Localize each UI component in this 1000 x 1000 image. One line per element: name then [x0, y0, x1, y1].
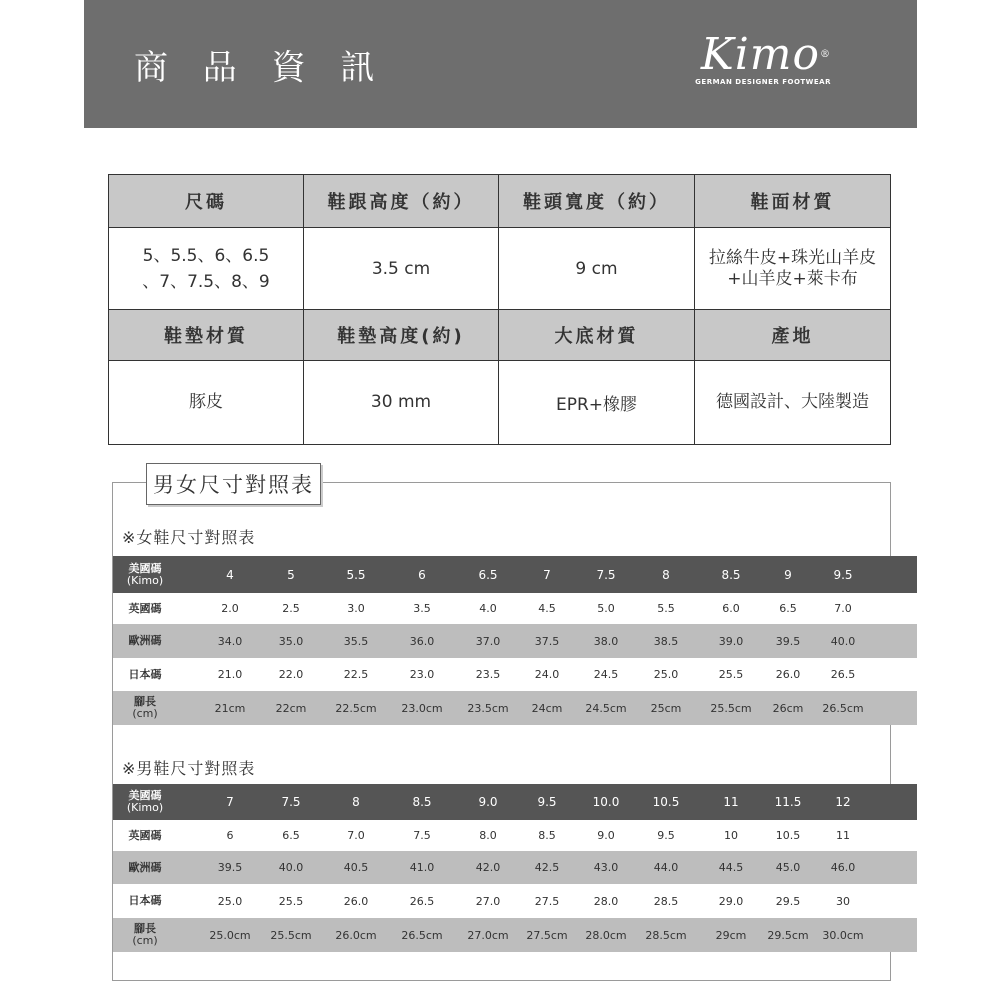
header-banner	[84, 0, 917, 128]
men-size-row-0	[113, 784, 917, 820]
spec-header-row-2	[109, 310, 891, 361]
women-size-cell: 9.5	[833, 567, 853, 582]
women-size-row-2	[113, 624, 917, 658]
men-size-cell: 6.5	[282, 829, 300, 842]
men-size-cell: 26.0cm	[335, 928, 377, 942]
women-size-cell: 5.0	[597, 602, 615, 615]
women-size-row-4	[113, 691, 917, 725]
men-size-cell: 9.0	[597, 829, 615, 842]
men-size-cell: 8.5	[538, 829, 556, 842]
men-size-cell: 26.0	[343, 894, 369, 908]
spec-size-line-1: 5、5.5、6、6.5	[142, 245, 270, 266]
women-size-cell: 21cm	[214, 701, 246, 715]
women-size-cell: 6.0	[722, 602, 740, 615]
product-spec-table	[108, 174, 891, 445]
spec-header-size: 尺碼	[109, 175, 304, 228]
women-size-cell: 8.5	[721, 567, 741, 582]
women-size-row-label-main: 日本碼	[128, 667, 162, 681]
women-size-row-1	[113, 593, 917, 624]
men-size-row-label	[113, 784, 177, 820]
men-size-cell: 46.0	[830, 861, 856, 874]
women-size-cell: 2.5	[282, 602, 300, 615]
women-size-cell: 37.0	[475, 634, 501, 648]
spec-header-row-1	[109, 175, 891, 228]
men-size-cell: 28.0	[593, 894, 619, 908]
men-size-row-1	[113, 820, 917, 851]
women-size-cell: 22.0	[278, 668, 304, 681]
spec-toe-value: 9 cm	[499, 228, 695, 310]
women-size-row-label-sub: (cm)	[132, 707, 158, 720]
women-size-grid	[113, 556, 917, 725]
spec-value-row-1	[109, 228, 891, 310]
men-size-cell: 7.5	[413, 829, 431, 842]
brand-name: Kimo	[700, 29, 820, 80]
men-size-cell: 8.5	[412, 795, 432, 809]
spec-size-value	[109, 228, 304, 310]
men-size-row-label-main: 日本碼	[128, 894, 162, 907]
men-size-cell: 10.0	[592, 795, 620, 809]
men-size-cell: 11	[836, 829, 850, 842]
men-size-cell: 39.5	[217, 861, 243, 874]
men-size-row-label-main: 腳長	[134, 922, 156, 935]
spec-header-insole-height: 鞋墊高度(約)	[304, 310, 499, 361]
men-size-cell: 42.0	[475, 861, 501, 874]
men-size-row-label-sub: (cm)	[132, 934, 158, 947]
women-size-cell: 24.5cm	[585, 701, 627, 715]
women-size-cell: 2.0	[221, 602, 239, 615]
men-size-cell: 10	[724, 829, 738, 842]
men-size-cell: 40.0	[278, 861, 304, 874]
men-size-row-label-sub: (Kimo)	[126, 801, 164, 814]
men-size-cell: 7.5	[281, 795, 301, 809]
men-size-cell: 27.0cm	[467, 928, 509, 942]
men-size-cell: 10.5	[775, 829, 801, 842]
men-size-cell: 44.0	[653, 861, 679, 874]
men-size-cell: 26.5	[409, 894, 435, 908]
brand-logo	[695, 30, 831, 86]
men-size-cell: 29.5cm	[767, 928, 809, 942]
page-title: 商 品 資 訊	[134, 48, 387, 88]
men-size-cell: 9.5	[657, 829, 675, 842]
women-size-cell: 23.5cm	[467, 701, 509, 715]
spec-header-origin: 產地	[695, 310, 891, 361]
women-size-cell: 6.5	[478, 567, 498, 582]
women-size-cell: 21.0	[217, 668, 243, 681]
women-size-row-label	[113, 593, 177, 624]
women-size-row-label-main: 歐洲碼	[128, 634, 162, 647]
spec-origin-value: 德國設計、大陸製造	[695, 361, 891, 445]
men-size-cell: 27.5	[534, 894, 560, 908]
women-size-cell: 35.5	[343, 634, 369, 648]
men-size-row-4	[113, 918, 917, 952]
spec-header-toe: 鞋頭寬度（約）	[499, 175, 695, 228]
women-size-cell: 9	[784, 567, 792, 582]
spec-header-sole: 大底材質	[499, 310, 695, 361]
women-size-cell: 34.0	[217, 634, 243, 648]
women-size-cell: 5.5	[346, 567, 366, 582]
women-size-row-label	[113, 556, 177, 593]
women-size-cell: 26.5	[830, 668, 856, 681]
women-size-cell: 22.5cm	[335, 701, 377, 715]
men-size-row-label	[113, 851, 177, 884]
women-size-cell: 23.5	[475, 668, 501, 681]
spec-heel-value: 3.5 cm	[304, 228, 499, 310]
women-size-cell: 24.0	[534, 668, 560, 681]
women-size-cell: 24cm	[531, 701, 563, 715]
men-size-row-label	[113, 918, 177, 952]
men-size-cell: 9.0	[478, 795, 498, 809]
men-size-cell: 28.0cm	[585, 928, 627, 942]
spec-header-upper: 鞋面材質	[695, 175, 891, 228]
men-size-cell: 29cm	[715, 928, 747, 942]
women-size-cell: 39.5	[775, 634, 801, 648]
spec-value-row-2	[109, 361, 891, 445]
men-size-cell: 11.5	[774, 795, 802, 809]
men-size-cell: 6	[226, 829, 234, 842]
men-size-cell: 42.5	[534, 861, 560, 874]
women-size-cell: 25cm	[650, 701, 682, 715]
women-size-cell: 37.5	[534, 634, 560, 648]
spec-upper-line-2: +山羊皮+萊卡布	[727, 268, 858, 289]
women-section-label: ※女鞋尺寸對照表	[122, 528, 256, 547]
women-size-cell: 26.0	[775, 668, 801, 681]
women-size-cell: 5.5	[657, 602, 675, 615]
women-size-cell: 6	[418, 567, 426, 582]
women-size-row-3	[113, 658, 917, 691]
men-size-cell: 45.0	[775, 861, 801, 874]
registered-mark: ®	[820, 49, 831, 60]
men-size-cell: 25.0cm	[209, 928, 251, 942]
men-size-cell: 29.5	[775, 894, 801, 908]
women-size-cell: 36.0	[409, 634, 435, 648]
spec-upper-value	[695, 228, 891, 310]
spec-header-heel: 鞋跟高度（約）	[304, 175, 499, 228]
men-size-row-3	[113, 884, 917, 918]
women-size-cell: 24.5	[593, 668, 619, 681]
women-size-cell: 3.0	[347, 602, 365, 615]
men-size-cell: 7	[226, 795, 234, 809]
women-size-cell: 7.5	[596, 567, 616, 582]
women-size-cell: 23.0	[409, 668, 435, 681]
women-size-cell: 4	[226, 567, 234, 582]
men-size-cell: 40.5	[343, 861, 369, 874]
men-size-cell: 8	[352, 795, 360, 809]
women-size-cell: 23.0cm	[401, 701, 443, 715]
men-size-cell: 44.5	[718, 861, 744, 874]
men-size-row-label	[113, 884, 177, 918]
women-size-cell: 4.5	[538, 602, 556, 615]
spec-upper-line-1: 拉絲牛皮+珠光山羊皮	[708, 247, 877, 268]
men-size-row-label-main: 美國碼	[128, 789, 162, 802]
men-size-cell: 29.0	[718, 894, 744, 908]
brand-wordmark	[695, 30, 831, 80]
brand-tagline: GERMAN DESIGNER FOOTWEAR	[695, 78, 831, 86]
men-size-cell: 30	[836, 894, 850, 908]
women-size-cell: 38.0	[593, 634, 619, 648]
women-size-cell: 25.0	[653, 668, 679, 681]
women-size-cell: 5	[287, 567, 295, 582]
women-size-row-0	[113, 556, 917, 593]
men-size-row-label-main: 歐洲碼	[128, 860, 162, 874]
men-size-row-label	[113, 820, 177, 851]
men-size-cell: 28.5	[653, 894, 679, 908]
size-chart-title: 男女尺寸對照表	[146, 463, 321, 505]
women-size-cell: 7.0	[834, 602, 852, 615]
women-size-cell: 8	[662, 567, 670, 582]
women-size-cell: 39.0	[718, 634, 744, 648]
men-size-cell: 11	[723, 795, 739, 809]
women-size-cell: 26cm	[772, 701, 804, 715]
men-size-cell: 26.5cm	[401, 928, 443, 942]
men-size-cell: 8.0	[479, 829, 497, 842]
women-size-row-label	[113, 624, 177, 658]
men-size-row-2	[113, 851, 917, 884]
women-size-cell: 22.5	[343, 668, 369, 681]
women-size-cell: 25.5cm	[710, 701, 752, 715]
women-size-row-label-sub: (Kimo)	[126, 573, 164, 587]
spec-insole-height-value: 30 mm	[304, 361, 499, 445]
women-size-row-label	[113, 658, 177, 691]
men-size-cell: 28.5cm	[645, 928, 687, 942]
men-size-cell: 41.0	[409, 861, 435, 874]
spec-header-insole: 鞋墊材質	[109, 310, 304, 361]
women-size-cell: 4.0	[479, 602, 497, 615]
women-size-cell: 25.5	[718, 668, 744, 681]
women-size-cell: 7	[543, 567, 551, 582]
men-size-cell: 9.5	[537, 795, 557, 809]
women-size-cell: 38.5	[653, 634, 679, 648]
women-size-row-label-main: 英國碼	[128, 601, 162, 615]
men-size-cell: 43.0	[593, 861, 619, 874]
men-size-cell: 7.0	[347, 829, 365, 842]
men-size-row-label-main: 英國碼	[128, 828, 162, 842]
women-size-cell: 3.5	[413, 602, 431, 615]
men-size-cell: 27.0	[475, 894, 501, 908]
women-size-cell: 26.5cm	[822, 701, 864, 715]
women-size-cell: 22cm	[275, 701, 307, 715]
women-size-cell: 40.0	[830, 634, 856, 648]
women-size-cell: 6.5	[779, 602, 797, 615]
spec-insole-value: 豚皮	[109, 361, 304, 445]
men-section-label: ※男鞋尺寸對照表	[122, 759, 256, 778]
men-size-cell: 30.0cm	[822, 928, 864, 942]
men-size-cell: 10.5	[652, 795, 680, 809]
men-size-cell: 25.5	[278, 894, 304, 908]
men-size-cell: 27.5cm	[526, 928, 568, 942]
men-size-cell: 12	[835, 795, 851, 809]
spec-sole-value: EPR+橡膠	[499, 361, 695, 445]
women-size-cell: 35.0	[278, 634, 304, 648]
women-size-row-label	[113, 691, 177, 725]
men-size-grid	[113, 784, 917, 952]
men-size-cell: 25.5cm	[270, 928, 312, 942]
spec-size-line-2: 、7、7.5、8、9	[142, 271, 270, 292]
women-size-row-label-main: 美國碼	[128, 561, 162, 575]
men-size-cell: 25.0	[217, 894, 243, 908]
women-size-row-label-main: 腳長	[134, 695, 156, 708]
